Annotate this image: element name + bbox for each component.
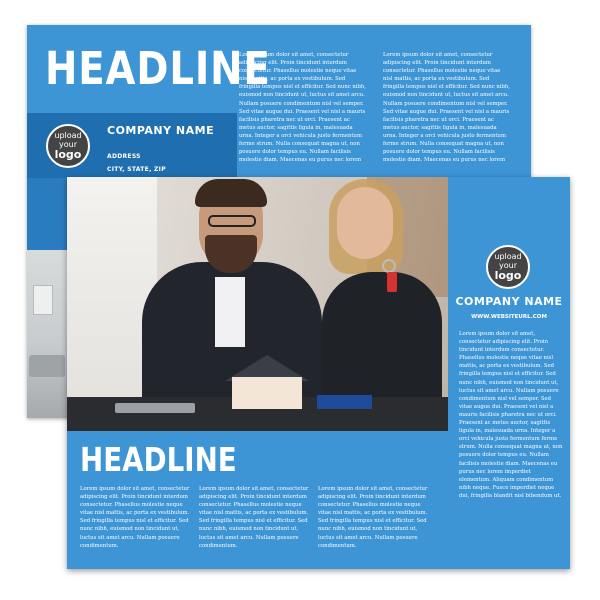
back-text-column-1: Lorem ipsum dolor sit amet, consectetur adipiscing elit. Proin tincidunt interdum consectetur. Phasellus molestie neque vitae nisl mattis, ac porta ex vestibulum. Sed fringilla tempus nisl et efficitur. Sed nunc nibh, euismod non tincidunt ut, luctus sit amet arcu. Nullam posuere condimentum nisl vel semper. Sed vitae augue dui. Praesent vel nisl a mauris facilisis pharetra nec ut orci. Praesent ac metus auctor, sagittis ligula in, malesuada urna. Integer a orci vehicula justo fermentum ferme strum. Nulla consequat magna ut, non posuere dolor tempus eu. Nullam facilisis molestie diam. Maecenas eu purus nec lorem <box>239 52 366 164</box>
back-text-column-2: Lorem ipsum dolor sit amet, consectetur adipiscing elit. Proin tincidunt interdum consectetur. Phasellus molestie neque vitae nisl mattis, ac porta ex vestibulum. Sed fringilla tempus nisl et efficitur. Sed nunc nibh, euismod non tincidunt ut, luctus sit amet arcu. Nullam posuere condimentum nisl vel semper. Sed vitae augue dui. Praesent vel nisl a mauris facilisis pharetra nec ut orci. Praesent ac metus auctor, sagittis ligula in, malesuada urna. Integer a orci vehicula justo fermentum ferme strum. Nulla consequat magna ut, non posuere dolor tempus eu. Nullam facilisis molestie diam. Maecenas eu purus nec lorem <box>383 52 510 164</box>
logo-text-line3: logo <box>54 148 82 161</box>
photo-woman-face <box>337 187 393 259</box>
front-text-column-2: Lorem ipsum dolor sit amet, consectetur adipiscing elit. Proin tincidunt interdum consectetur. Phasellus molestie neque vitae nisl mattis, ac porta ex vestibulum. Sed fringilla tempus nisl et efficitur. Sed nunc nibh, euismod non tincidunt ut, luctus sit amet arcu. Nullam posuere condimentum. <box>199 486 309 549</box>
front-headline: HEADLINE <box>80 440 237 479</box>
front-company-name: COMPANY NAME <box>455 295 563 308</box>
front-text-column-3: Lorem ipsum dolor sit amet, consectetur adipiscing elit. Proin tincidunt interdum consectetur. Phasellus molestie neque vitae nisl mattis, ac porta ex vestibulum. Sed fringilla tempus nisl et efficitur. Sed nunc nibh, euismod non tincidunt ut, luctus sit amet arcu. Nullam posuere condimentum. <box>318 486 428 549</box>
photo-folder <box>317 395 372 409</box>
photo-man-glasses <box>208 215 256 227</box>
logo-text-line2: your <box>59 140 77 149</box>
back-headline: HEADLINE <box>45 42 271 95</box>
front-website-url: WWW.WEBSITEURL.COM <box>471 314 547 320</box>
photo-keyring <box>382 259 396 273</box>
photo-tablet <box>115 403 195 413</box>
hero-photo <box>67 177 448 431</box>
back-company-name: COMPANY NAME <box>107 124 215 137</box>
back-room-sofa <box>29 355 65 377</box>
logo-text-line3: logo <box>494 269 522 282</box>
back-address-line1: ADDRESS <box>107 153 141 160</box>
photo-man-hair <box>195 179 267 207</box>
logo-text-line1: upload <box>54 131 82 140</box>
back-room-picture-frame <box>33 285 53 315</box>
logo-text-line2: your <box>499 261 517 270</box>
back-address-line2: CITY, STATE, ZIP <box>107 166 166 173</box>
front-text-column-1: Lorem ipsum dolor sit amet, consectetur adipiscing elit. Proin tincidunt interdum consectetur. Phasellus molestie neque vitae nisl mattis, ac porta ex vestibulum. Sed fringilla tempus nisl et efficitur. Sed nunc nibh, euismod non tincidunt ut, luctus sit amet arcu. Nullam posuere condimentum. <box>80 486 190 549</box>
front-sidebar-text: Lorem ipsum dolor sit amet, consectetur adipiscing elit. Proin tincidunt interdum consectetur. Phasellus molestie neque vitae nisl mattis, ac porta ex vestibulum. Sed fringilla tempus nisl et efficitur. Sed nunc nibh, euismod non tincidunt ut, luctus sit amet arcu. Nullam posuere condimentum nisl vel semper. Sed vitae augue dui. Praesent vel nisl a mauris facilisis pharetra nec ut orci. Praesent ac metus auctor, sagittis ligula in, malesuada urna. Integer a orci vehicula justo fermentum ferme strum. Nulla consequat magna ut, non posuere dolor tempus eu. Nullam facilisis molestie diam. Maecenas eu purus nec lorem imperdiet elementum. Aliquam condimentum nibh neque. Fusce imperdiet neque dui, fringilla blandit nisl bibendum ut. <box>459 331 563 499</box>
photo-house-key <box>387 272 397 292</box>
front-logo-placeholder <box>486 245 530 289</box>
photo-model-house <box>232 377 302 409</box>
back-room-photo <box>27 250 67 418</box>
back-logo-placeholder <box>46 124 90 168</box>
front-page <box>67 177 570 569</box>
logo-text-line1: upload <box>494 252 522 261</box>
photo-man-shirt <box>215 277 245 347</box>
